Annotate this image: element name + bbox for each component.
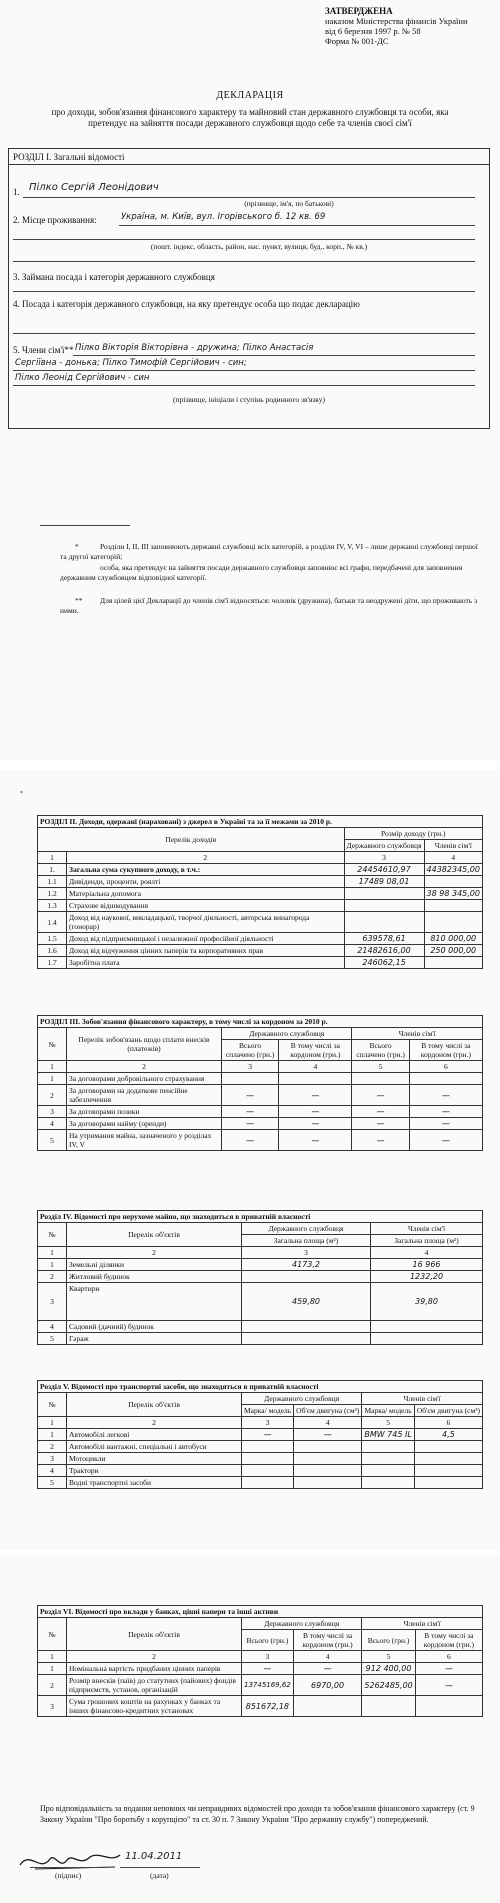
table-row [38, 1477, 483, 1489]
date-label: (дата) [150, 1871, 169, 1880]
table-row [38, 1441, 483, 1453]
s5-row-d [414, 1453, 482, 1465]
page-3 [0, 1555, 500, 1903]
s3-num: 4 [279, 1061, 352, 1073]
s5-row-name: Мотоцикли [67, 1453, 242, 1465]
s2-row-fam: 810 000,00 [424, 933, 482, 945]
section-1-divider [9, 164, 489, 165]
s3-num: 3 [222, 1061, 279, 1073]
footnote-divider [40, 525, 130, 526]
s4-row-name: Земельні ділянки [67, 1259, 242, 1271]
field-1-value: Пілко Сергій Леонідович [29, 182, 159, 193]
s2-header-gov: Державного службовця [344, 840, 424, 852]
s2-row-fam [424, 900, 482, 912]
table-row [38, 1429, 483, 1441]
s5-row-no: 4 [38, 1465, 67, 1477]
s4-row-fam: 1232,20 [371, 1271, 483, 1283]
s5-row-d [414, 1465, 482, 1477]
signature-date: 11.04.2011 [125, 1851, 183, 1862]
table-row [38, 1106, 483, 1118]
s6-header-abroad: В тому числі за кордоном (грн.) [293, 1630, 362, 1651]
table-row [38, 900, 483, 912]
s2-row-gov: 17489 08,01 [344, 876, 424, 888]
footnote-1: Розділи I, II, III заповнюють державні службовці всіх категорій, а розділи IV, V, VI – лише державні службовці першої та другої категорій; [60, 542, 478, 561]
s6-row-name: Номінальна вартість придбаних цінних паперів [67, 1663, 242, 1675]
s5-row-a: — [242, 1429, 294, 1441]
s2-header-fam: Членів сім'ї [424, 840, 482, 852]
s6-header-fam: Членів сім'ї [362, 1618, 483, 1630]
s5-header-no: № [38, 1393, 67, 1417]
s6-row-a: 851672,18 [242, 1696, 294, 1717]
s3-row-name: За договорами на додаткове пенсійне забезпечення [67, 1085, 222, 1106]
field-5-hint: (прізвище, ініціали і ступінь родинного зв'язку) [172, 395, 326, 404]
footnote-2-mark: ** [75, 596, 83, 605]
s3-row-d: — [409, 1106, 482, 1118]
footnote-1-mark: * [75, 542, 79, 551]
approval-line-3: Форма № 001-ДС [325, 36, 389, 46]
table-row [38, 876, 483, 888]
s3-row-b: — [279, 1118, 352, 1130]
s6-row-no: 3 [38, 1696, 67, 1717]
s5-row-a [242, 1465, 294, 1477]
s5-row-b [294, 1453, 362, 1465]
field-3-label: 3. Займана посада і категорія державного службовця [13, 272, 215, 282]
s3-row-name: За договорами позики [67, 1106, 222, 1118]
s3-num: 6 [409, 1061, 482, 1073]
section-5-title: Розділ V. Відомості про транспортні засоби, що знаходяться в приватній власності [38, 1381, 483, 1393]
s3-row-a [222, 1073, 279, 1085]
table-row [38, 933, 483, 945]
s3-row-c: — [352, 1118, 409, 1130]
s4-row-no: 5 [38, 1333, 67, 1345]
field-2-underline-2 [13, 239, 475, 240]
s3-num: 2 [67, 1061, 222, 1073]
field-1-underline [23, 197, 475, 198]
s5-num: 2 [67, 1417, 242, 1429]
table-row [38, 864, 483, 876]
s6-num: 6 [415, 1651, 482, 1663]
footnote-2: Для цілей цієї Декларації до членів сім'ї відносяться: чоловік (дружина), батьки та неодружені діти, що проживають з ними. [60, 596, 478, 615]
s2-row-gov [344, 912, 424, 933]
s5-num: 5 [362, 1417, 414, 1429]
section-1-title: РОЗДІЛ І. Загальні відомості [13, 152, 125, 162]
s2-row-name: Страхове відшкодування [67, 900, 345, 912]
s5-row-d [414, 1477, 482, 1489]
s3-row-b: — [279, 1085, 352, 1106]
s2-row-gov: 639578,61 [344, 933, 424, 945]
approval-line-2: від 6 березня 1997 р. № 58 [325, 26, 421, 36]
s5-row-c [362, 1453, 414, 1465]
s2-row-fam [424, 957, 482, 969]
s5-header-brand-fam: Марка/ модель [362, 1405, 414, 1417]
s6-header-name: Перелік об'єктів [67, 1618, 242, 1651]
field-5-value-2: Сергіївна - донька; Пілко Тимофій Сергійович - син; [15, 358, 247, 368]
s6-row-no: 2 [38, 1675, 67, 1696]
s5-row-b [294, 1441, 362, 1453]
field-3-underline [13, 291, 475, 292]
s4-num: 4 [371, 1247, 483, 1259]
s4-row-fam: 16 966 [371, 1259, 483, 1271]
s2-row-fam: 44382345,00 [424, 864, 482, 876]
s2-row-no: 1.6 [38, 945, 67, 957]
s3-row-name: За договорами найму (оренди) [67, 1118, 222, 1130]
s4-row-gov: 4173,2 [242, 1259, 371, 1271]
table-row [38, 1130, 483, 1151]
s3-row-d: — [409, 1118, 482, 1130]
s3-row-a: — [222, 1118, 279, 1130]
s6-row-no: 1 [38, 1663, 67, 1675]
s5-row-no: 1 [38, 1429, 67, 1441]
approval-line-1: наказом Міністерства фінансів України [325, 16, 468, 26]
s4-num: 3 [242, 1247, 371, 1259]
s5-header-name: Перелік об'єктів [67, 1393, 242, 1417]
s6-row-b [293, 1696, 362, 1717]
s6-num: 2 [67, 1651, 242, 1663]
s3-row-no: 2 [38, 1085, 67, 1106]
scan-mark: • [20, 788, 23, 797]
s2-row-no: 1. [38, 864, 67, 876]
field-5-label: 5. Члени сім'ї** [13, 345, 74, 355]
table-row [38, 1259, 483, 1271]
table-row [38, 1465, 483, 1477]
s5-row-c [362, 1441, 414, 1453]
s2-row-no: 1.7 [38, 957, 67, 969]
field-5-underline-2 [13, 370, 475, 371]
s5-header-brand: Марка/ модель [242, 1405, 294, 1417]
s6-num: 5 [362, 1651, 415, 1663]
s4-row-fam [371, 1333, 483, 1345]
s4-row-gov [242, 1321, 371, 1333]
s3-row-b: — [279, 1130, 352, 1151]
s3-header-abroad: В тому числі за кордоном (грн.) [279, 1040, 352, 1061]
s2-num-3: 3 [344, 852, 424, 864]
table-row [38, 1675, 483, 1696]
footnote-1b: особа, яка претендує на зайняття посади державного службовця заповнює всі графи, передбачені для заповнення державним службовцем відповідної категорії. [60, 563, 463, 582]
table-row [38, 1321, 483, 1333]
s5-row-name: Автомобілі вантажні, спеціальні і автобуси [67, 1441, 242, 1453]
s5-row-b [294, 1465, 362, 1477]
s5-num: 3 [242, 1417, 294, 1429]
s2-row-no: 1.1 [38, 876, 67, 888]
s4-row-no: 2 [38, 1271, 67, 1283]
s5-row-a [242, 1477, 294, 1489]
field-2-value: Україна, м. Київ, вул. Ігорівського б. 12 кв. 69 [121, 212, 326, 222]
page-gap-1 [0, 760, 500, 770]
s4-header-fam: Членів сім'ї [371, 1223, 483, 1235]
table-row [38, 945, 483, 957]
page-1 [0, 0, 500, 760]
s5-header-vol-fam: Об'єм двигуна (см³) [414, 1405, 482, 1417]
s5-row-no: 2 [38, 1441, 67, 1453]
s2-row-fam [424, 912, 482, 933]
table-row [38, 957, 483, 969]
section-2-table [37, 815, 483, 969]
s5-row-no: 5 [38, 1477, 67, 1489]
s3-row-c: — [352, 1106, 409, 1118]
field-2-underline-3 [13, 261, 475, 262]
s6-row-d: — [415, 1663, 482, 1675]
s6-header-total: Всього (грн.) [242, 1630, 294, 1651]
s5-row-name: Трактори [67, 1465, 242, 1477]
s4-row-no: 4 [38, 1321, 67, 1333]
s2-num-4: 4 [424, 852, 482, 864]
s4-row-name: Житловий будинок [67, 1271, 242, 1283]
table-row [38, 1283, 483, 1321]
s4-num: 1 [38, 1247, 67, 1259]
s5-row-d: 4,5 [414, 1429, 482, 1441]
s2-row-fam: 38 98 345,00 [424, 888, 482, 900]
s2-row-name: Доход від підприємницької і незалежної професійної діяльності [67, 933, 345, 945]
field-4-label: 4. Посада і категорія державного службовця, на яку претендує особа що подає декларацію [13, 299, 360, 309]
signature-label: (підпис) [55, 1871, 82, 1880]
approval-title: ЗАТВЕРДЖЕНА [325, 6, 393, 16]
s4-row-gov [242, 1271, 371, 1283]
s5-header-fam: Членів сім'ї [362, 1393, 483, 1405]
s2-row-gov: 24454610,97 [344, 864, 424, 876]
s6-row-a: — [242, 1663, 294, 1675]
s6-row-d [415, 1696, 482, 1717]
s3-row-c: — [352, 1130, 409, 1151]
declaration-title: ДЕКЛАРАЦІЯ [216, 90, 284, 101]
s2-row-name: Загальна сума сукупного доходу, в т.ч.: [67, 864, 345, 876]
field-5-value-1: Пілко Вікторія Вікторівна - дружина; Пілко Анастасія [75, 343, 314, 353]
s5-row-c [362, 1477, 414, 1489]
s6-header-gov: Державного службовця [242, 1618, 362, 1630]
s5-row-a [242, 1453, 294, 1465]
s4-header-no: № [38, 1223, 67, 1247]
s4-row-name: Садовий (дачний) будинок [67, 1321, 242, 1333]
s3-row-name: За договорами добровільного страхування [67, 1073, 222, 1085]
s6-num: 4 [293, 1651, 362, 1663]
s4-row-no: 3 [38, 1283, 67, 1321]
field-2-hint: (пошт. індекс, область, район, нас. пункт, вулиця, буд., корп., № кв.) [150, 242, 368, 251]
s2-row-fam: 250 000,00 [424, 945, 482, 957]
s3-row-c: — [352, 1085, 409, 1106]
s3-row-b: — [279, 1106, 352, 1118]
declaration-subtitle: про доходи, зобов'язання фінансового характеру та майновий стан державного службовця та особи, яка претендує на зайняття посади державного службовця щодо себе та членів своєї сім'ї [51, 107, 449, 128]
table-row [38, 1453, 483, 1465]
s2-row-no: 1.5 [38, 933, 67, 945]
field-4-underline [13, 333, 475, 334]
s4-row-no: 1 [38, 1259, 67, 1271]
date-underline [120, 1867, 200, 1868]
section-3-title: РОЗДІЛ III. Зобов'язання фінансового характеру, в тому числі за кордоном за 2010 р. [38, 1016, 483, 1028]
s6-row-b: 6970,00 [293, 1675, 362, 1696]
field-2-underline [119, 225, 475, 226]
table-row [38, 1333, 483, 1345]
section-4-table [37, 1210, 483, 1345]
s2-row-gov [344, 900, 424, 912]
s2-row-gov: 246062,15 [344, 957, 424, 969]
section-4-title: Розділ IV. Відомості про нерухоме майно, що знаходиться в приватній власності [38, 1211, 483, 1223]
s3-row-a: — [222, 1085, 279, 1106]
s2-row-name: Дивіденди, проценти, роялті [67, 876, 345, 888]
s3-row-c [352, 1073, 409, 1085]
s6-row-c [362, 1696, 415, 1717]
s3-row-b [279, 1073, 352, 1085]
table-row [38, 1696, 483, 1717]
field-1-label: 1. [13, 187, 20, 197]
s3-header-total: Всього сплачено (грн.) [222, 1040, 279, 1061]
s4-header-name: Перелік об'єктів [67, 1223, 242, 1247]
section-3-table [37, 1015, 483, 1151]
table-row [38, 912, 483, 933]
s5-row-no: 3 [38, 1453, 67, 1465]
s3-header-total-fam: Всього сплачено (грн.) [352, 1040, 409, 1061]
s3-row-no: 3 [38, 1106, 67, 1118]
table-row [38, 1073, 483, 1085]
s2-row-gov [344, 888, 424, 900]
field-2-label: 2. Місце проживання: [13, 215, 97, 225]
s5-row-c: BMW 745 IL [362, 1429, 414, 1441]
s4-row-gov [242, 1333, 371, 1345]
s3-row-no: 5 [38, 1130, 67, 1151]
s6-header-total-fam: Всього (грн.) [362, 1630, 415, 1651]
table-row [38, 1118, 483, 1130]
section-6-title: Розділ VI. Відомості про вклади у банках, цінні папери та інші активи [38, 1606, 483, 1618]
s5-num: 6 [414, 1417, 482, 1429]
s5-row-c [362, 1465, 414, 1477]
s4-row-name: Гараж [67, 1333, 242, 1345]
s2-row-gov: 21482616,00 [344, 945, 424, 957]
approval-stamp [325, 6, 468, 46]
field-5-underline-3 [13, 385, 475, 386]
s6-num: 3 [242, 1651, 294, 1663]
field-5-underline-1 [73, 355, 475, 356]
s5-row-name: Водні транспортні засоби [67, 1477, 242, 1489]
field-5-value-3: Пілко Леонід Сергійович - син [15, 373, 150, 383]
s5-row-a [242, 1441, 294, 1453]
s5-row-b [294, 1477, 362, 1489]
s4-row-fam: 39,80 [371, 1283, 483, 1321]
s3-num: 5 [352, 1061, 409, 1073]
s5-header-gov: Державного службовця [242, 1393, 362, 1405]
s2-num-1: 1 [38, 852, 67, 864]
s4-header-area: Загальна площа (м²) [242, 1235, 371, 1247]
s4-header-gov: Державного службовця [242, 1223, 371, 1235]
section-1-box [8, 148, 490, 429]
s3-row-no: 4 [38, 1118, 67, 1130]
s5-num: 4 [294, 1417, 362, 1429]
s6-header-no: № [38, 1618, 67, 1651]
s3-header-fam: Членів сім'ї [352, 1028, 483, 1040]
section-6-table [37, 1605, 483, 1717]
closing-statement: Про відповідальність за подання неповних чи неправдивих відомостей про доходи та зобов'язання фінансового характеру (ст. 9 Закону України "Про боротьбу з корупцією" та ст. 30 п. 7 Закону України "Про державну службу") попереджений. [40, 1804, 475, 1824]
s3-header-gov: Державного службовця [222, 1028, 352, 1040]
s4-row-fam [371, 1321, 483, 1333]
s2-num-2: 2 [67, 852, 345, 864]
s6-row-name: Розмір внесків (паїв) до статутних (пайових) фондів підприємств, установ, організацій [67, 1675, 242, 1696]
page-2 [0, 770, 500, 1550]
s6-row-b: — [293, 1663, 362, 1675]
section-5-table [37, 1380, 483, 1489]
s3-row-d: — [409, 1085, 482, 1106]
s6-row-name: Сума грошових коштів на рахунках у банках та інших фінансово-кредитних установах [67, 1696, 242, 1717]
s6-num: 1 [38, 1651, 67, 1663]
table-row [38, 1271, 483, 1283]
s2-row-no: 1.4 [38, 912, 67, 933]
s5-num: 1 [38, 1417, 67, 1429]
s2-row-name: Доход від відчуження цінних паперів та корпоративних прав [67, 945, 345, 957]
s6-row-c: 912 400,00 [362, 1663, 415, 1675]
s2-row-name: Матеріальна допомога [67, 888, 345, 900]
s5-row-d [414, 1441, 482, 1453]
table-row [38, 1663, 483, 1675]
s5-header-vol: Об'єм двигуна (см³) [294, 1405, 362, 1417]
s2-row-name: Доход від наукової, викладацької, творчої діяльності, авторська винагорода (гонорар) [67, 912, 345, 933]
field-1-hint: (прізвище, ім'я, по батькові) [244, 199, 334, 208]
s3-row-a: — [222, 1106, 279, 1118]
s2-header-name: Перелік доходів [38, 828, 345, 852]
s3-row-no: 1 [38, 1073, 67, 1085]
s5-row-b: — [294, 1429, 362, 1441]
s3-row-d [409, 1073, 482, 1085]
s6-row-a: 13745169,62 [242, 1675, 294, 1696]
s3-row-name: На утримання майна, зазначеного у розділах IV, V [67, 1130, 222, 1151]
s5-row-name: Автомобілі легкові [67, 1429, 242, 1441]
s2-row-fam [424, 876, 482, 888]
table-row [38, 888, 483, 900]
s6-row-c: 5262485,00 [362, 1675, 415, 1696]
s3-row-d: — [409, 1130, 482, 1151]
s3-header-no: № [38, 1028, 67, 1061]
s2-row-no: 1.2 [38, 888, 67, 900]
s3-header-name: Перелік зобов'язань щодо сплати внесків (платежів) [67, 1028, 222, 1061]
s2-row-no: 1.3 [38, 900, 67, 912]
signature-underline [30, 1867, 100, 1868]
s6-row-d: — [415, 1675, 482, 1696]
table-row [38, 1085, 483, 1106]
s3-row-a: — [222, 1130, 279, 1151]
s4-num: 2 [67, 1247, 242, 1259]
s3-header-abroad-fam: В тому числі за кордоном (грн.) [409, 1040, 482, 1061]
s2-header-size: Розмір доходу (грн.) [344, 828, 482, 840]
s4-row-name: Квартири [67, 1283, 242, 1321]
s3-num: 1 [38, 1061, 67, 1073]
s4-header-area-fam: Загальна площа (м²) [371, 1235, 483, 1247]
section-2-title: РОЗДІЛ II. Доходи, одержані (нараховані) з джерел в Україні та за її межами за 2010 р. [38, 816, 483, 828]
s2-row-name: Заробітна плата [67, 957, 345, 969]
s6-header-abroad-fam: В тому числі за кордоном (грн.) [415, 1630, 482, 1651]
s4-row-gov: 459,80 [242, 1283, 371, 1321]
